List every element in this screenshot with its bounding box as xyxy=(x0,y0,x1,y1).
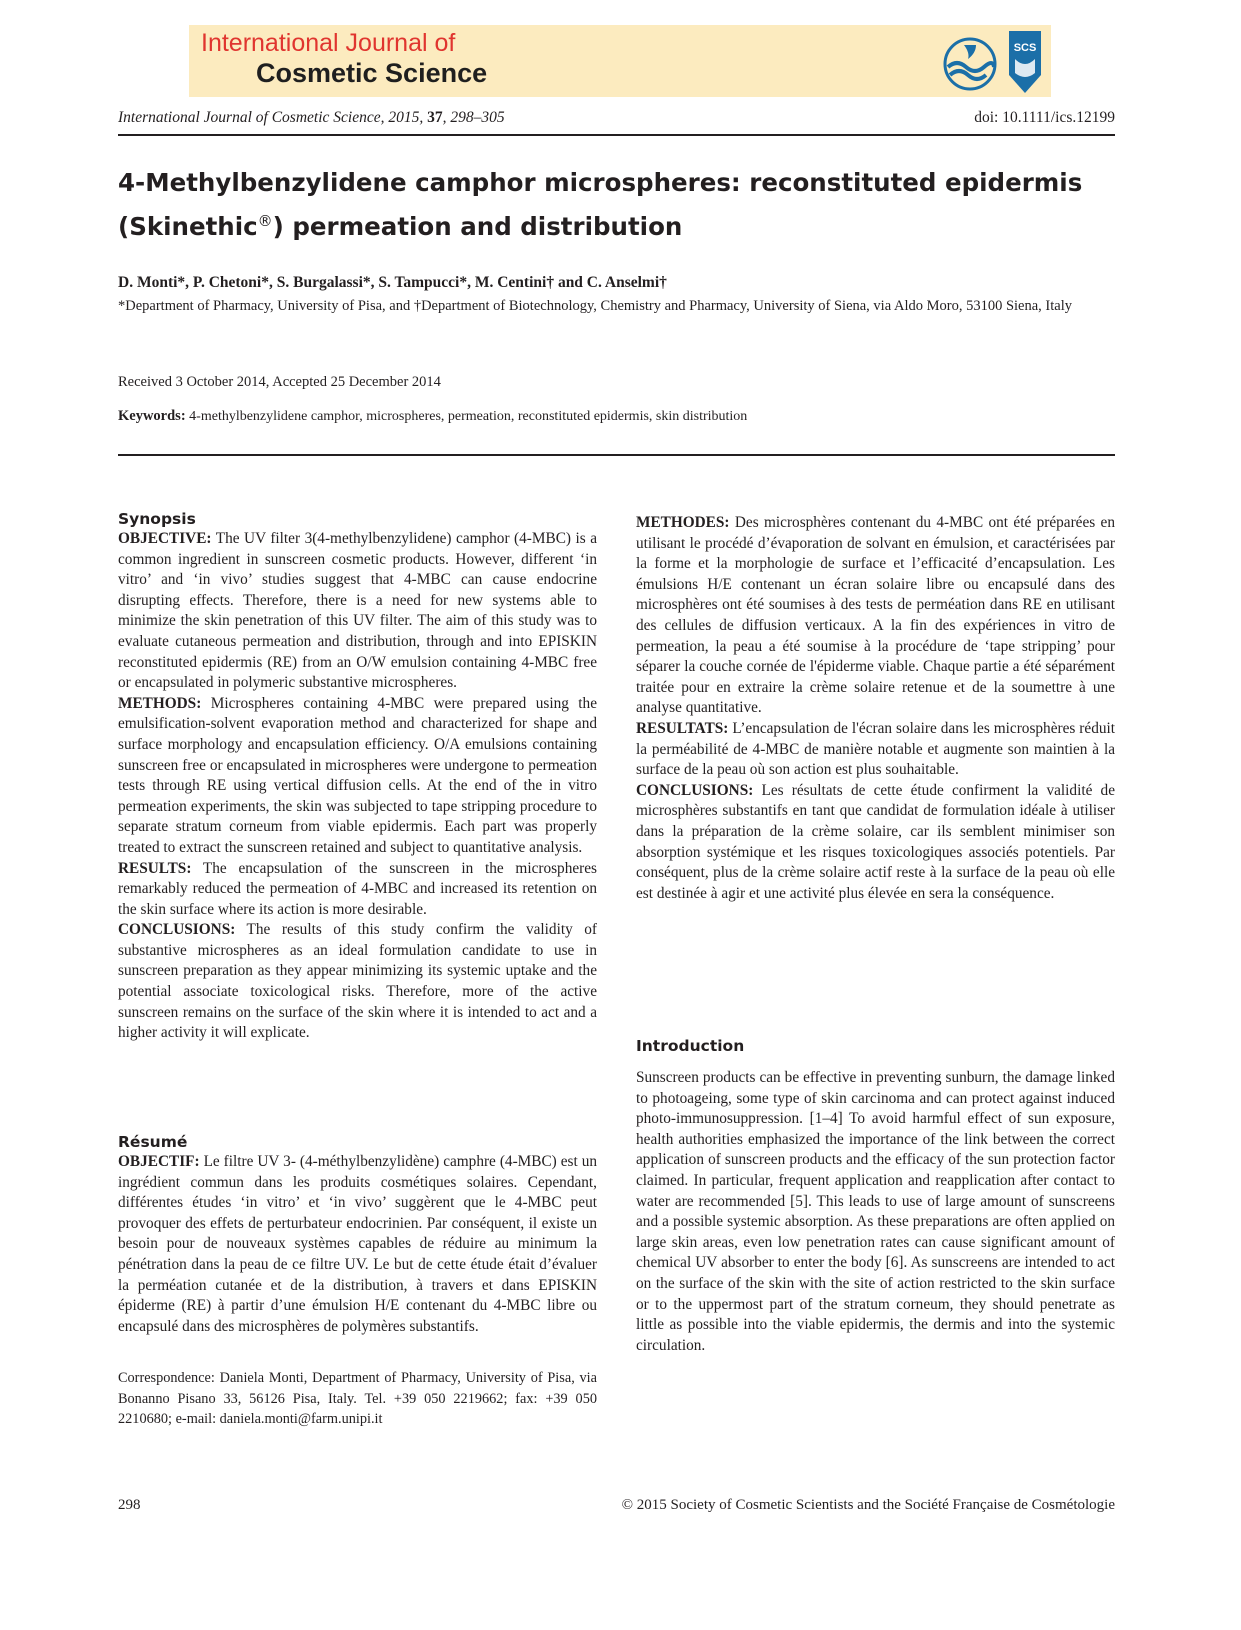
affiliations: *Department of Pharmacy, University of Pisa, and †Department of Biotechnology, Chemistry and Pharmacy, University of Siena, via Aldo Moro, 53100 Siena, Italy xyxy=(118,298,1072,314)
received-dates: Received 3 October 2014, Accepted 25 December 2014 xyxy=(118,374,441,390)
resume-conclusions-label: CONCLUSIONS: xyxy=(636,781,754,799)
synopsis-objective xyxy=(118,529,597,694)
journal-name: International Journal of Cosmetic Science xyxy=(118,109,381,126)
methods-text: Microspheres containing 4-MBC were prepared using the emulsification-solvent evaporation method and characterized for shape and surface morphology and encapsulation efficiency. O/A emulsions containing sunscreen free or encapsulated in microspheres were undergone to permeation tests through RE using vertical diffusion cells. At the end of the in vitro permeation experiments, the skin was subjected to tape stripping procedure to separate stratum corneum from viable epidermis. Each part was properly treated to extract the sunscreen retained and subject to quantitative analysis. xyxy=(118,694,597,856)
doi-link[interactable]: doi: 10.1111/ics.12199 xyxy=(974,109,1115,126)
introduction-text: Sunscreen products can be effective in preventing sunburn, the damage linked to photoageing, some type of skin carcinoma and can protect against induced photo-immunosuppression. [1–4] To avoid harmful effect of sun exposure, health authorities emphasized the importance of the link between the correct application of sunscreen products and the efficacy of the sun protection factor claimed. In particular, frequent application and reapplication after contact to water are recommended [5]. This leads to use of large amount of sunscreens and a possible systemic absorption. As these preparations are often applied on large skin areas, even low penetration rates can cause significant amount of chemical UV absorber to enter the body [6]. As sunscreens are intended to act on the surface of the skin with the site of action restricted to the skin surface or to the uppermost part of the stratum corneum, they should penetrate as little as possible into the viable epidermis, the dermis and into the systemic circulation. xyxy=(636,1069,1115,1354)
article-title-part2: ) permeation and distribution xyxy=(272,212,683,242)
citation-pages: , 298–305 xyxy=(442,109,505,126)
registered-mark: ® xyxy=(257,212,273,230)
introduction-section xyxy=(636,1036,1115,1356)
objectif-text: Le filtre UV 3- (4-méthylbenzylidène) camphre (4-MBC) est un ingrédient commun dans les produits cosmétiques solaires. Cependant, différentes études ‘in vitro’ et ‘in vivo’ suggèrent que le 4-MBC peut provoquer des effets de perturbateur endocrinien. Par conséquent, il existe un besoin pour de nouveaux systèmes capables de réduire au minimum la pénétration dans la peau de ce filtre UV. Le but de cette étude était d’évaluer la perméation cutanée et de la distribution, à travers et dans EPISKIN épiderme (RE) à partir d’une émulsion H/E contenant du 4-MBC libre ou encapsulé dans des microsphères de polymères substantifs. xyxy=(118,1153,598,1335)
resume-objectif xyxy=(118,1152,597,1337)
synopsis-heading: Synopsis xyxy=(118,510,196,528)
introduction-heading: Introduction xyxy=(636,1037,745,1055)
keywords-list: 4-methylbenzylidene camphor, microspheres, permeation, reconstituted epidermis, skin distribution xyxy=(189,409,748,424)
objective-text: The UV filter 3(4-methylbenzylidene) camphor (4-MBC) is a common ingredient in sunscreen cosmetic products. However, different ‘in vitro’ and ‘in vivo’ studies suggest that 4-MBC can cause endocrine disrupting effects. Therefore, there is a need for new systems able to minimize the skin penetration of this UV filter. The aim of this study was to evaluate cutaneous permeation and distribution, through and into EPISKIN reconstituted epidermis (RE) from an O/W emulsion containing 4-MBC free or encapsulated in polymeric substantive microspheres. xyxy=(118,530,597,692)
objective-label: OBJECTIVE: xyxy=(118,530,212,547)
methods-label: METHODS: xyxy=(118,694,202,712)
copyright-notice: © 2015 Society of Cosmetic Scientists and the Société Française de Cosmétologie xyxy=(621,1497,1115,1513)
running-head-citation xyxy=(118,109,505,127)
wave-globe-icon xyxy=(940,37,1000,91)
resume-conclusions xyxy=(636,781,1115,905)
synopsis-conclusions xyxy=(118,920,597,1044)
scs-shield-icon xyxy=(1007,29,1043,95)
synopsis-results xyxy=(118,859,597,921)
resultats-text: L’encapsulation de l'écran solaire dans les microsphères réduit la perméabilité de 4-MBC de manière notable et augmente son maintien à la surface de la peau où son action est plus souhaitable. xyxy=(636,719,1115,779)
resume-conclusions-text: Les résultats de cette étude confirment la validité de microsphères substantifs en tant que candidat de formulation idéale à utiliser dans la préparation de la crème solaire, car ils semblent minimiser son absorption systémique et les risques toxicologiques associés potentiels. Par conséquent, plus de la crème solaire actif reste à la surface de la peau où elle est destinée à agir et une activité plus élevée en sera la conséquence. xyxy=(636,781,1115,902)
page-number: 298 xyxy=(118,1497,141,1513)
abstract-rule xyxy=(118,454,1115,456)
author-list: D. Monti*, P. Chetoni*, S. Burgalassi*, S. Tampucci*, M. Centini† and C. Anselmi† xyxy=(118,274,667,291)
journal-banner-line2: Cosmetic Science xyxy=(256,58,488,88)
citation-year: , 2015, xyxy=(380,109,428,126)
synopsis-section xyxy=(118,509,597,1044)
resume-methodes xyxy=(636,513,1115,719)
resume-resultats xyxy=(636,719,1115,781)
shield-text: SCS xyxy=(1013,42,1037,54)
objectif-label: OBJECTIF: xyxy=(118,1153,200,1170)
resultats-label: RESULTATS: xyxy=(636,719,729,737)
resume-continued xyxy=(636,513,1115,904)
article-title-part1: 4-Methylbenzylidene camphor microspheres: reconstituted epidermis (Skinethic xyxy=(118,168,1083,242)
correspondence-note: Correspondence: Daniela Monti, Department of Pharmacy, University of Pisa, via Bonanno Pisano 33, 56126 Pisa, Italy. Tel. +39 050 2219662; fax: +39 050 2210680; e-mail: daniela.monti@farm.unipi.it xyxy=(118,1370,597,1427)
resume-heading: Résumé xyxy=(118,1133,188,1151)
article-title xyxy=(118,164,1098,246)
results-text: The encapsulation of the sunscreen in the microspheres remarkably reduced the permeation of 4-MBC and increased its retention on the skin surface where its action is more desirable. xyxy=(118,859,597,918)
keywords-label: Keywords: xyxy=(118,408,186,424)
conclusions-label: CONCLUSIONS: xyxy=(118,921,236,939)
journal-banner-line1: International Journal of xyxy=(201,29,456,57)
methodes-label: METHODES: xyxy=(636,514,730,531)
keywords-line xyxy=(118,408,747,425)
synopsis-methods xyxy=(118,694,597,859)
header-rule xyxy=(118,134,1115,136)
resume-section xyxy=(118,1132,597,1337)
results-label: RESULTS: xyxy=(118,859,192,877)
conclusions-text: The results of this study confirm the validity of substantive microspheres as an ideal formulation candidate to use in sunscreen preparation as they appear minimizing its systemic uptake and the potential associate toxicological risks. Therefore, more of the active sunscreen remains on the surface of the skin where it is intended to act and a higher activity it will explicate. xyxy=(118,921,597,1042)
methodes-text: Des microsphères contenant du 4-MBC ont été préparées en utilisant le procédé d’évaporation de solvant en émulsion, et caractérisées par la forme et la morphologie de surface et l’efficacité d’encapsulation. Les émulsions H/E contenant un écran solaire libre ou encapsulé dans des microsphères ont été soumises à des tests de perméation dans RE en utilisant des cellules de diffusion verticaux. A la fin des expériences in vitro de permeation, la peau a été soumise à la procédure de ‘tape stripping’ pour séparer la couche cornée de l'épiderme viable. Chaque partie a été séparément traitée pour en extraire la crème solaire retenue et de la soumettre à une analyse quantitative. xyxy=(636,514,1115,717)
citation-volume: 37 xyxy=(427,109,443,126)
journal-banner xyxy=(189,25,1051,97)
